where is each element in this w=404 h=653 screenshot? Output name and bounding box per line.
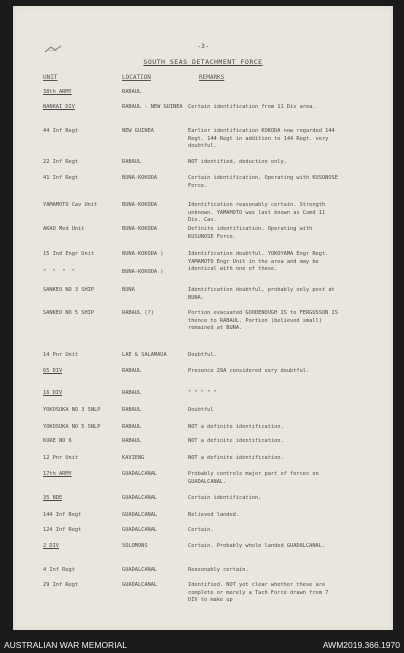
location-cell: RABAUL — [122, 159, 142, 165]
unit-cell: KURE NO 6 — [43, 438, 72, 444]
remarks-cell: Portion evacuated GOODENOUGH IS to FERGUSSON IS thence to RABAUL. Portion (believed small) remained at BUNA. — [188, 310, 338, 331]
remarks-cell: Definite identification. Operating with KUSUNOSE Force. — [188, 226, 313, 240]
remarks-cell: Believed landed. — [188, 512, 240, 518]
unit-cell: 2 DIV — [43, 543, 59, 549]
unit-cell: 65 DIV — [43, 368, 63, 374]
column-header-unit: UNIT — [43, 74, 58, 81]
unit-cell: NANKAI DIV — [43, 104, 75, 110]
location-cell: GUADALCANAL — [122, 527, 158, 533]
location-cell: RABAUL — [122, 407, 142, 413]
remarks-cell: Identification doubtful. YOKOYAMA Engr Regt. YAMAMOTO Engr Unit in the area and may be identical with one of these. — [188, 251, 329, 272]
location-cell: NEW GUINEA — [122, 128, 154, 134]
location-cell: LAE & SALAMAUA — [122, 352, 167, 358]
unit-cell: 22 Inf Regt — [43, 159, 79, 165]
unit-cell: 16 DIV — [43, 390, 63, 396]
location-cell: RABAUL — [122, 424, 142, 430]
location-cell: BUNA — [122, 287, 135, 293]
unit-cell: " " " " — [43, 269, 75, 275]
remarks-cell: Earlier identification KOKODA now regarded 144 Regt. 144 Regt in addition to 144 Regt. very doubtful. — [188, 128, 335, 149]
unit-cell: YOKOSUKA NO 3 SNLP — [43, 407, 101, 413]
remarks-cell: NOT a definite identification. — [188, 455, 284, 461]
remarks-cell: Identified. NOT yet clear whether these are complete or merely a Tach Force drawn from 7 DIV to make up — [188, 582, 329, 603]
remarks-cell: Certain. Probably whole landed GUADALCANAL. — [188, 543, 326, 549]
document-heading: SOUTH SEAS DETACHMENT FORCE — [143, 58, 263, 66]
column-header-location: LOCATION — [122, 74, 151, 81]
unit-cell: 41 Inf Regt — [43, 175, 79, 181]
remarks-cell: NOT a definite identification. — [188, 438, 284, 444]
footer-bar — [0, 638, 404, 653]
unit-cell: 15 Ind Engr Unit — [43, 251, 95, 257]
page-number: -3- — [197, 42, 209, 50]
remarks-cell: Reasonably certain. — [188, 567, 249, 573]
unit-cell: 124 Inf Regt — [43, 527, 82, 533]
unit-cell: SANKEO NO 5 SHIP — [43, 310, 95, 316]
location-cell: GUADALCANAL — [122, 495, 158, 501]
remarks-cell: Identification doubtful, probably only post at BUNA. — [188, 287, 335, 301]
unit-cell: YAMAMOTO Cav Unit — [43, 202, 98, 208]
location-cell: RABAUL — [122, 368, 142, 374]
location-cell: BUNA-KOKODA ) — [122, 269, 164, 275]
unit-cell: YOKOSUKA NO 5 SNLP — [43, 424, 101, 430]
location-cell: RABAUL (?) — [122, 310, 154, 316]
unit-cell: SANKEO NO 3 SHIP — [43, 287, 95, 293]
unit-cell: 4 Inf Regt — [43, 567, 75, 573]
location-cell: GUADALCANAL — [122, 512, 158, 518]
remarks-cell: " " " " " — [188, 390, 217, 396]
remarks-cell: Probably controls major part of forces on GUADALCANAL. — [188, 471, 319, 485]
remarks-cell: Presence 29A considered very doubtful. — [188, 368, 310, 374]
location-cell: BUNA-KOKODA — [122, 226, 158, 232]
footer-credit: AUSTRALIAN WAR MEMORIAL — [4, 640, 127, 650]
unit-cell: 35 BDE — [43, 495, 63, 501]
location-cell: KAVIENG — [122, 455, 145, 461]
unit-cell: 14 Pnr Unit — [43, 352, 79, 358]
remarks-cell: NOT a definite identification. — [188, 424, 284, 430]
location-cell: RABAUL — [122, 390, 142, 396]
remarks-cell: Certain. — [188, 527, 214, 533]
unit-cell: AKAO Med Unit — [43, 226, 85, 232]
document-page — [13, 6, 393, 630]
location-cell: GUADALCANAL — [122, 471, 158, 477]
location-cell: RABAUL — [122, 438, 142, 444]
remarks-cell: Certain identification from 11 Div area. — [188, 104, 316, 110]
remarks-cell: NOT identified, deduction only. — [188, 159, 287, 165]
location-cell: BUNA-KOKODA ) — [122, 251, 164, 257]
remarks-cell: Doubtful — [188, 407, 214, 413]
location-cell: BUNA-KOKODA — [122, 175, 158, 181]
location-cell: RABAUL - NEW GUINEA — [122, 104, 183, 110]
unit-cell: 12 Pnr Unit — [43, 455, 79, 461]
unit-cell: 29 Inf Regt — [43, 582, 79, 588]
unit-cell: 38th ARMY — [43, 89, 72, 95]
location-cell: RABAUL — [122, 89, 142, 95]
unit-cell: 144 Inf Regt — [43, 512, 82, 518]
location-cell: BUNA-KOKODA — [122, 202, 158, 208]
remarks-cell: Doubtful. — [188, 352, 217, 358]
footer-accession-number: AWM2019.366.1970 — [322, 640, 400, 650]
unit-cell: 44 Inf Regt — [43, 128, 79, 134]
location-cell: GUADALCANAL — [122, 567, 158, 573]
location-cell: GUADALCANAL — [122, 582, 158, 588]
unit-cell: 17th ARMY — [43, 471, 72, 477]
remarks-cell: Certain identification. Operating with KUSUNOSE Force. — [188, 175, 338, 189]
remarks-cell: Certain identification. — [188, 495, 262, 501]
remarks-cell: Identification reasonably certain. Strength unknown. YAMAMOTO was last known as Comd 11 Div. Cav. — [188, 202, 326, 223]
location-cell: SOLOMONS — [122, 543, 148, 549]
column-header-remarks: REMARKS — [199, 74, 225, 81]
